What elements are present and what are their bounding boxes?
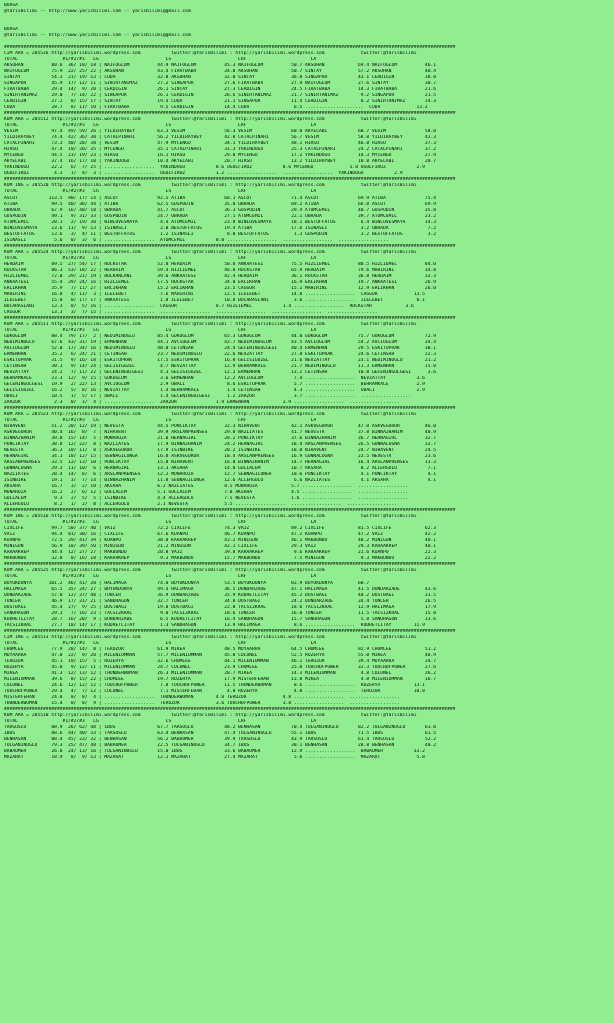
result-row: ARSLANPRENSES 33.5 12/ 13/ 10 | PONCIKTAY 15.8 NIHAVENT 16.0 BINNAZHANIM 14.7 HERNAGIRL 16.4 ARSLANPRENSES 13.3 [4, 460, 437, 466]
result-row: VESIM 97.4 49/ 59/ 26 | YILDIRAYBEY 63.3 VESIM 56.3 VESIM 60.0 AKYELABI 68.7 VESIM 58.0 [4, 129, 437, 135]
result-row: SINIRTANIMAZ 29.0 7/ 14/ 22 | SINGAPUR 26.1 CERDIGIN 26.6 SINIRTANIMAZ 21.7 SINIRTANIMAZ 9.2 SINGAPUR 21.5 [4, 93, 437, 99]
column-header-line: TOTAL #1/#2/#3 LG LS LRF LA [4, 57, 317, 63]
result-row: BENHASAN 88.4 45/ 23/ 32 | BENHASAN 56.2 BABAOMER 39.9 TARSUSLU 43.9 TARSUSLU 61.4 TARSUSLU 52.2 [4, 736, 437, 742]
result-row: MOYAARRA 47.8 22/ 9/ 20 | MILENIUMMAN 57.7 MILENIUMMAN 45.0 COLONEL 52.5 ROZERYA 55.0 MIKEA 48.9 [4, 652, 437, 658]
result-row: NAZLIATES 28.4 14/ 6/ 6 | ARSLANPRENSES 12.2 MONAROZA 12.7 SEBNAGILONGA 10.6 PONCIKTAY 4.1 PONCIKTAY 4.1 [4, 472, 437, 478]
separator-line: ################################################################################################################################################################## [4, 243, 456, 249]
result-row: MAHIRINI 16.8 4/ 11/ 3 | ILELEBET 7.6 MAHIRINI 12.5 ILELEBET 14.8 .................. CAGGUR 13.5 [4, 291, 425, 297]
result-row: CATALPINARI 73.3 40/ 28/ 38 | VESIM 47.9 MYCENGO 34.1 YILDIRAYBEY 48.1 HIRSO 46.0 HIRSO 37.3 [4, 141, 437, 147]
result-row: MONAROZA 16.2 2/ 6/ 12 | GOLLALEM 5.1 GOLLALEM 7.8 AKSARA 4.5 .................. .................. [4, 490, 409, 496]
result-row: GOKOGLUM 88.4 79/ 17/ 2 | NEDIMINOGLU 85.4 GOKOGLUM 65.3 GOKOGLUM 44.0 GOKOGLUM 75.7 GOKOGLUM 72.9 [4, 333, 437, 339]
result-row: GECENINGOLGESI 19.9 2/ 22/ 13 | AVCIOGLUM 2.9 OBALI 8.6 ESKITOPRAK 5.7 .................. BEHRAMKALE 2.9 [4, 381, 425, 387]
result-row: NEVESTA 36.2 10/ 11/ 8 | ASKVEGURUR 17.9 ISINBIKE 20.2 ISINBIKE 18.0 NIHAVENT 24.7 NIHAVENT 24.5 [4, 448, 437, 454]
result-row: NIHAVENT 51.2 20/ 12/ 19 | NEVESTA 44.5 PONCIKTAY 32.3 NIHAVENT 42.1 ASKVEGURUR 47.0 ASKVEGURUR 46.0 [4, 424, 437, 430]
result-row: KUANPO 72.5 29/ 41/ 39 | KUANPO 38.0 KARAAKREP 43.2 MINIGUN 46.1 MAKBUNDO 40.2 MINIGUN 40.1 [4, 538, 437, 544]
result-row: OBALI 10.5 1/ 5/ 17 | OBALI 1.4 GECENINGOLGESI 1.2 ZARZOR 3.7 .................. .................. [4, 394, 411, 400]
result-row: ANKAATESI 55.4 29/ 24/ 16 | HIZLIEMEL 17.5 ROCKSTAR 34.0 ERLIKHAN 16.9 ERLIKHAN 19.7 ANKAATESI 26.9 [4, 279, 437, 285]
column-header-line: TOTAL #1/#2/#3 LG LS LRF LA [4, 418, 317, 424]
result-row: CHUMLEE 77.9 28/ 14/ 8 | TERUZOR 61.9 MIKEA 48.5 MOYAARRA 64.5 CHUMLEE 92.9 CHUMLEE 51.2 [4, 646, 437, 652]
race-header-line: KUM ING = 205520 http://yarisbilimi.wordpress.com twitter:@YarisBilimi : http://yarisbilimi.wordpress.com twitter:@YarisBilimi [4, 183, 417, 189]
result-row: TUNCER 46.9 17/ 31/ 21 | SANDRAGON 32.7 TUNCER 34.8 DOSTBAGI 24.2 DUNDARZADE 34.4 TUNCER 26.5 [4, 598, 437, 604]
result-row: WINLOVESMAYA 23.6 11/ 9/ 13 | ISINASLI 2.0 BESTOFFATOS 19.4 ATIBA 17.6 ISINASLI 3.2 OBRADA 7.2 [4, 225, 437, 231]
result-row: MAKBUNDO 32.8 8/ 16/ 18 | KARAAKREP 9.3 MAKBUNDO 15.7 MAKBUNDO 7.5 MINIGUN 9.3 MAKBUNDO 22.2 [4, 556, 437, 562]
race-header-line: KUM ARA = 205523 http://yarisbilimi.wordpress.com twitter:@YarisBilimi : http://yarisbilimi.wordpress.com twitter:@YarisBilimi [4, 412, 417, 418]
result-row: CETINSAH 30.1 9/ 14/ 24 | GELISIGUZEL 4.7 NEVZATTAY 12.9 BEHRAMKALE 21.7 NEDIMINOGLU 11.3 ERMENHAN 15.0 [4, 363, 437, 369]
title-line: BURSA [4, 3, 18, 8]
result-row: ATIBA 99.5 40/ 38/ 44 | ATIBA 62.5 GOSPODIN 35.0 OBRADA 69.2 ATIBA 66.0 ASCOT 69.9 [4, 201, 437, 207]
result-row: MILENIUMMAN 39.6 8/ 15/ 22 | CHUMLEE 19.7 ROZERYA 17.9 MISTERFEHAN 13.8 MIKEA 4.8 MILENIUMMAN 16.7 [4, 676, 437, 682]
result-row: BEHRAMKALE 23.3 12/ 9/ 15 | GOKOGLUM 3.6 ERMENHAN 12.2 AVCIOGLUM 7.4 .................. NEVZATTAY 3.6 [4, 375, 425, 381]
result-row: TACSIZKRAL 27.7 10/ 14/ 17 | KUDRETLITAY 1.3 SANDRAGON 13.9 HALIMAGA 8.6 .................. KUDRETLITAY 11.9 [4, 622, 425, 628]
result-row: ASKVEGURUR 40.4 16/ 8/ 7 | NIHAVENT 39.9 ARSLANPRENSES 29.0 NAZLIATES 41.7 NEVESTA 37.8 BINNAZHANIM 40.9 [4, 430, 437, 436]
title-line: BURSA [4, 27, 18, 33]
results-text [4, 3, 614, 761]
separator-line: ################################################################################################################################################################## [4, 562, 456, 568]
result-row: AKSUHAN 80.6 36/ 18/ 18 | NAIFOGLUM 44.9 NAIFOGLUM 45.3 NAIFOGLUM 50.7 AKSUHAN 69.4 NAIFOGLUM 46.1 [4, 63, 437, 69]
result-row: OBRADA 67.9 16/ 40/ 18 | OBRADA 41.7 ASCOT 36.3 GOSPODIN 29.4 ATOMCEMIL 40.7 GOSPODIN 35.8 [4, 207, 437, 213]
race-header-line: KUM ARA = 205510 http://yarisbilimi.wordpress.com twitter:@YarisBilimi : http://yarisbilimi.wordpress.com twitter:@YarisBilimi [4, 712, 417, 718]
result-row: HERNAGIRL 34.1 10/ 12/ 15 | SEBNAGILONGA 16.8 ASKVEGURUR 18.4 ARSLANPRENSES 16.9 GONNALOGNA 23.5 NEVESTA 23.6 [4, 454, 437, 460]
column-header-line: TOTAL #1/#2/#3 LG LS LRF LA [4, 520, 317, 526]
result-row: BOCARASLANI 13.3 0/ 5/ 16 | .................. CAGGUR 8.7 HIZLIEMEL 1.4 .................. ROCKSTAR 3.6 [4, 303, 414, 309]
result-row: ASCOT 113.5 90/ 17/ 14 | ASCOT 92.5 ATIBA 68.1 ASCOT 71.4 ASCOT 69.9 ATIBA 75.4 [4, 195, 437, 201]
column-header-line: TOTAL #1/#2/#3 LG LS LRF LA [4, 255, 317, 261]
result-row: ATOMCEMIL 28.1 2/ 19/ 30 | WINLOVESMAYA 4.4 ATOMCEMIL 23.8 WINLOVESMAYA 18.1 BESTOFFATOS 6.4 WINLOVESMAYA 14.3 [4, 219, 437, 225]
result-row: BUYUKDUNYA 101.2 46/ 41/ 20 | HALIMAGA 74.0 BUYUKDUNYA 53.5 BUYUKDUNYA 82.9 BUYUKDUNYA 68.7 [4, 580, 370, 586]
result-row: DOSTBAGI 45.4 27/ 9/ 25 | DOSTBAGI 19.0 DOSTBAGI 22.8 TACSIZKRAL 18.6 TACSIZKRAL 12.9 HALIMAGA 17.9 [4, 604, 437, 610]
race-header-line: CIM ING = 205513 http://yarisbilimi.wordpress.com twitter:@YarisBilimi : http://yarisbilimi.wordpress.com twitter:@YarisBilimi [4, 634, 417, 640]
result-row: SINTAY 54.3 21/ 19/ 13 | CUDA 32.8 AKSUHAN 32.0 SINTAY 36.8 SINGAPUR 43.1 CERDIGIN 38.8 [4, 75, 437, 81]
result-row: MYCENGO 44.5 23/ 19/ 23 | HIRSO 16.1 HIRSO 29.0 MYCENGO 17.2 YAKINDOGU 14.3 MYCENGO 27.9 [4, 153, 437, 159]
contact-line: @YarisBilimi -- http://www.yarisbilimi.com -- yarisbilimi@gmail.com [4, 9, 191, 15]
contact-line: @YarisBilimi -- http://www.yarisbilimi.com -- yarisbilimi@gmail.com [4, 33, 191, 39]
result-row: MINIGUN 56.9 10/ 39/ 50 | MINIGUN 21.2 MINIGUN 42.1 CIXLIFE 29.3 VAIZ 29.3 KARAAKREP 40.1 [4, 544, 437, 550]
result-row: HIRSO 47.4 10/ 20/ 35 | MYCENGO 35.1 CATALPINARI 31.3 YAKINDOGU 25.3 CATALPINARI 24.2 CATALPINARI 37.2 [4, 147, 437, 153]
result-row: GONNALOGNA 29.3 11/ 10/ 6 | HERNAGIRL 13.3 AKSARA 14.0 GOLLALEM 10.7 AKSARA 8.2 ALLERGULU 7.1 [4, 466, 437, 472]
result-row: PONCIKTAY 38.8 12/ 22/ 8 | NAZLIATES 17.9 BINNAZHANIM 24.2 HERNAGIRL 18.4 ARSLANPRENSES 26.5 GONNALOGNA 32.7 [4, 442, 437, 448]
result-row: TOUCHOFPOWER 29.4 4/ 7/ 12 | COLONEL 7.1 MISTERFEHAN 4.8 ROZERYA 4.8 .................. TERUZOR 10.8 [4, 688, 425, 694]
result-row: AVCIOGLUM 52.0 17/ 34/ 16 | NEDIMINOGLU 40.0 CETINSAH 24.4 GECENINGOLGESI 40.4 ERMENHAN 29.5 ESKITOPRAK 30.1 [4, 345, 437, 351]
result-row: ZARZOR 2.3 0/ 1/ 4 | .................. ZARZOR 1.9 ERMENHAN 2.9 .................. .................. [4, 400, 400, 406]
result-row: ILELEBET 15.0 0/ 17/ 17 | ANKAATESI 1.8 ILELEBET 10.8 BOCARASLANI 3.6 .................. ILELEBET 8.1 [4, 297, 425, 303]
result-row: SINGAPUR 45.9 17/ 12/ 11 | SINIRTANIMAZ 27.2 SINGAPUR 27.6 FIRATBABA 27.9 NAIFOGLUM 27.6 SINTAY 30.7 [4, 81, 437, 87]
result-row: TERUZOR 45.1 10/ 15/ 5 | ROZERYA 32.6 CHUMLEE 44.1 MILENIUMMAN 46.2 TERUZOR 39.4 MOYAARRA 34.7 [4, 658, 437, 664]
result-row: ERMENHAN 35.2 6/ 24/ 21 | CETINSAH 23.7 NEDIMINOGLU 22.6 NEVZATTAY 27.8 ESKITOPRAK 24.6 CETINSAH 22.3 [4, 351, 437, 357]
result-row: ISINBIKE 19.1 3/ 7/ 14 | BINNAZHANIM 11.8 SEBNAGILONGA 12.6 ALLERGULU 6.6 NAZLIATES 4.1 AKSARA 4.1 [4, 478, 437, 484]
result-row: KUDRETLITAY 28.7 16/ 20/ 9 | DUNDARZADE 6.5 KUDRETLITAY 16.4 SANDRAGON 15.7 SANDRAGON 5.8 SANDRAGON 13.6 [4, 616, 437, 622]
result-row: ROZERYA 45.0 9/ 12/ 11 | MILENIUMMAN 24.7 COLONEL 23.9 CHUMLEE 25.8 TOUCHOFPOWER 32.3 TOUCHOFPOWER 27.6 [4, 664, 437, 670]
column-header-line: TOTAL #1/#2/#3 LG LS LRF LA [4, 718, 317, 724]
result-row: ERLIKHAN 35.9 7/ 11/ 27 | ERLIKHAN 15.2 ERLIKHAN 23.5 CAGGUR 15.1 MAHIRINI 12.9 ERLIKHAN 26.0 [4, 285, 437, 291]
result-row: GOLLALEM 9.3 2/ 5/ 5 | ISINBIKE 4.4 ALLERGULU 7.5 NEVESTA 1.6 .................. .................. [4, 496, 409, 502]
column-header-line: TOTAL #1/#2/#3 LG LS LRF LA [4, 640, 317, 646]
result-row: IBOS 88.6 44/ 40/ 33 | TARSUSLU 63.4 BENHASAN 47.4 TOLGANINOGLU 55.1 IBOS 71.5 IBOS 61.5 [4, 730, 437, 736]
result-row: COLONEL 24.6 12/ 12/ 12 | TOUCHOFPOWER 7.8 TOUCHOFPOWER 11.5 THUNDERWOMAN 8.6 .................. ROZERYA 13.1 [4, 682, 425, 688]
separator-line: ################################################################################################################################################################## [4, 628, 456, 634]
race-header-line: KUM ARA = 205512 http://yarisbilimi.wordpress.com twitter:@YarisBilimi : http://yarisbilimi.wordpress.com twitter:@YarisBilimi [4, 117, 417, 123]
result-row: KARAAKREP 44.4 12/ 27/ 27 | MAKBUNDO 20.8 VAIZ 39.8 KARAAKREP 9.6 KARAAKREP 21.6 KUANPO 22.3 [4, 550, 437, 556]
result-row: ESKITOPRAK 31.5 9/ 16/ 18 | ESKITOPRAK 17.5 ESKITOPRAK 16.8 GELISIGUZEL 21.6 NEVZATTAY 23.1 NEDIMINOGLU 21.2 [4, 357, 437, 363]
result-row: HALIMAGA 65.5 35/ 24/ 27 | BUYUKDUNYA 49.4 HALIMAGA 36.5 DUNDARZADE 47.1 HALIMAGA 41.5 DUNDARZADE 43.6 [4, 586, 437, 592]
result-row: TOLGANINOGLU 79.3 25/ 47/ 48 | BABAOMER 22.5 TOLGANINOGLU 34.7 IBOS 30.1 BENHASAN 28.8 BENHASAN 40.2 [4, 742, 437, 748]
result-row: SANDRAGON 29.1 7/ 18/ 23 | TACSIZKRAL 9.0 TACSIZKRAL 18.6 TUNCER 16.0 TUNCER 11.5 TACSIZKRAL 15.8 [4, 610, 437, 616]
separator-line: ################################################################################################################################################################## [4, 111, 456, 117]
result-row: ROCKSTAR 86.3 53/ 18/ 22 | HERDAIM 59.4 HIZLIEMEL 46.8 ROCKSTAR 65.9 HERDAIM 79.6 MAHIRINI 34.8 [4, 267, 437, 273]
result-row: CIXLIFE 99.7 50/ 37/ 40 | VAIZ 72.2 CIXLIFE 74.3 VAIZ 89.2 CIXLIFE 81.5 CIXLIFE 62.3 [4, 526, 437, 532]
result-row: THUNDERWOMAN 15.4 0/ 8/ 9 | .................. TERUZOR 3.6 TOUCHOFPOWER 3.8 .................. .................. [4, 700, 400, 706]
race-header-line: KUM ARA = 205525 http://yarisbilimi.wordpress.com twitter:@YarisBilimi : http://yarisbilimi.wordpress.com twitter:@YarisBilimi [4, 568, 417, 574]
result-row: OGULFIRUZ 4.3 1/ 4/ 3 | .................. OGULFIRUZ 1.2 .................. .................. YAKINDOGU 2.9 [4, 171, 403, 177]
result-row: AKSARA 16.7 3/ 2/ 10 | AKSARA 6.2 NAZLIATES 8.5 MONAROZA 5.7 .................. .................. [4, 484, 409, 490]
result-row: MIKEA 41.3 12/ 13/ 12 | THUNDERWOMAN 26.3 MILENIUMMAN 20.7 MIKEA 14.3 MILENIUMMAN 4.8 COLONEL 26.2 [4, 670, 437, 676]
result-row: YAKINDOGU 22.2 6/ 7/ 25 | .................. YAKINDOGU 8.6 OGULFIRUZ 8.6 MYCENGO 5.8 OGULFIRUZ 2.9 [4, 165, 425, 171]
result-row: AKYELABI 37.4 16/ 17/ 10 | YAKINDOGU 10.4 AKYELABI 20.7 HIRSO 13.2 YILDIRAYBEY 10.0 AKYELABI 20.7 [4, 159, 437, 165]
result-row: YILDIRAYBEY 74.4 42/ 36/ 30 | CATALPINARI 56.2 YILDIRAYBEY 42.0 CATALPINARI 56.7 VESIM 58.0 YILDIRAYBEY 42.3 [4, 135, 437, 141]
result-row: GELISIGUZEL 16.2 5/ 8/ 16 | NEVZATTAY 1.4 BEHRAMKALE 1.4 CETINSAH 4.3 .................. OBALI 2.9 [4, 388, 425, 393]
result-row: VAIZ 94.4 81/ 30/ 16 | CIXLIFE 67.6 KUANPO 46.7 KUANPO 47.2 KUANPO 47.2 VAIZ 42.2 [4, 532, 437, 538]
result-row: MISTERFEHAN 24.8 8/ 8/ 4 | .................. THUNDERWOMAN 4.8 TERUZOR 4.8 .................. .................. [4, 694, 400, 700]
result-row: HIZLIEMEL 72.0 29/ 21/ 19 | BOLKANLANI 39.6 ANKAATESI 42.4 HERDAIM 36.1 ROCKSTAR 36.8 HERDAIM 32.3 [4, 273, 437, 279]
separator-line: ################################################################################################################################################################## [4, 177, 456, 183]
result-row: ISINASLI 5.6 0/ 3/ 6 | .................. ATOMCEMIL 8.0 .................. .................. .................. [4, 237, 389, 243]
result-row: CUDA 28.7 8/ 11/ 10 | FIRATBABA 9.5 CERDIGIN 14.4 CUDA 6.5 ..................... CUDA 12.2 [4, 105, 428, 111]
race-header-line: CIM ARA = 205526 http://yarisbilimi.wordpress.com twitter:@YarisBilimi : http://yarisbilimi.wordpress.com twitter:@YarisBilimi [4, 51, 417, 57]
result-row: BESTOFFATOS 13.6 3/ 4/ 11 | BESTOFFATOS 1.2 ISINASLI 8.0 BESTOFFATOS 1.3 GOSPODIN 3.2 BESTOFFATOS 3.2 [4, 231, 437, 237]
race-header-line: KUM ARA = 205524 http://yarisbilimi.wordpress.com twitter:@YarisBilimi : http://yarisbilimi.wordpress.com twitter:@YarisBilimi [4, 249, 417, 255]
column-header-line: TOTAL #1/#2/#3 LG LS LRF LA [4, 189, 317, 195]
result-row: NEVZATTAY 24.2 7/ 11/ 22 | GECENINGOLGESI 4.3 GELISIGUZEL 12.2 ERMENHAN 13.2 CETINSAH 10.8 GECENINGOLGESI 3.6 [4, 369, 437, 375]
result-row: HERDAIM 89.5 27/ 54/ 17 | ROCKSTAR 52.0 HERDAIM 50.0 ANKAATESI 75.5 HIZLIEMEL 80.5 HIZLIEMEL 84.0 [4, 261, 437, 267]
result-row: NAIFOGLUM 75.9 22/ 25/ 22 | AKSUHAN 43.4 FIRATBABA 34.8 AKSUHAN 50.7 SINTAY 57.2 AKSUHAN 40.4 [4, 69, 437, 75]
result-row: BINNAZHANIM 39.8 15/ 14/ 5 | MONAROZA 21.0 HERNAGIRL 28.2 PONCIKTAY 37.6 BINNAZHANIM 36.7 HERNAGIRL 32.7 [4, 436, 437, 442]
column-header-line: TOTAL #1/#2/#3 LG LS LRF LA [4, 574, 317, 580]
result-row: CAGGUR 13.3 3/ 7/ 15 | .................. .................. .................. .................. .................. [4, 309, 378, 315]
result-row: TARSUSLU 88.9 26/ 62/ 48 | IBOS 67.7 TARSUSLU 48.2 BENHASAN 70.4 TOLGANINOGLU 82.2 TOLGANINOGLU 63.0 [4, 724, 437, 730]
result-row: DUNDARZADE 57.0 12/ 37/ 48 | TUNCER 36.9 DUNDARZADE 35.9 KUDRETLITAY 45.2 DOSTBAGI 40.2 DOSTBAGI 31.5 [4, 592, 437, 598]
separator-line: ################################################################################################################################################################## [4, 315, 456, 321]
separator-line: ################################################################################################################################################################## [4, 45, 456, 51]
result-row: GOSPODIN 49.1 9/ 31/ 33 | GOSPODIN 24.7 OBRADA 27.1 ATOMCEMIL 22.1 OBRADA 39.7 ATOMCEMIL 23.2 [4, 213, 437, 219]
result-row: NEDIMINOGLU 67.6 43/ 31/ 19 | ERMENHAN 44.1 AVCIOGLUM 42.7 NEDIMINOGLUM 43.5 AVCIOGLUM 54.2 AVCIOGLUM 34.4 [4, 339, 437, 345]
separator-line: ################################################################################################################################################################## [4, 706, 456, 712]
result-row: CERDIGIN 27.2 8/ 15/ 17 | SINTAY 19.4 CUDA 21.1 SINGAPUR 11.4 CERDIGIN 8.2 SINIRTANIMAZ 14.3 [4, 99, 437, 105]
race-header-line: KUM ARA = 205511 http://yarisbilimi.wordpress.com twitter:@YarisBilimi : http://yarisbilimi.wordpress.com twitter:@YarisBilimi [4, 321, 417, 327]
column-header-line: TOTAL #1/#2/#3 LG LS LRF LA [4, 123, 317, 129]
result-row: FIRATBABA 29.4 14/ 9/ 20 | CERDIGIN 26.1 SINTAY 27.3 CERDIGIN 24.5 FIRATBABA 14.3 FIRATBABA 21.6 [4, 87, 437, 93]
result-row: BABAOMER 26.8 24/ 13/ 16 | TOLGANINOGLU 15.0 IBOS 33.6 BABAOMER 12.9 .................. BABAOMER 33.2 [4, 748, 425, 754]
race-header-line: KUM ING = 205516 http://yarisbilimi.wordpress.com twitter:@YarisBilimi : http://yarisbilimi.wordpress.com twitter:@YarisBilimi [4, 514, 417, 520]
result-row: MAZARAT 18.9 8/ 9/ 13 | MAZARAT 12.1 MAZARAT 27.4 MAZARAT 5.6 .................. MAZARAT 5.8 [4, 754, 425, 760]
column-header-line: TOTAL #1/#2/#3 LG LS LRF LA [4, 327, 317, 333]
separator-line: ################################################################################################################################################################## [4, 406, 456, 412]
result-row: ALLERGULU 8.2 1/ 2/ 8 | ALLERGULU 2.1 NEVESTA 5.5 .................. .................. .................. [4, 502, 398, 508]
separator-line: ################################################################################################################################################################## [4, 508, 456, 514]
